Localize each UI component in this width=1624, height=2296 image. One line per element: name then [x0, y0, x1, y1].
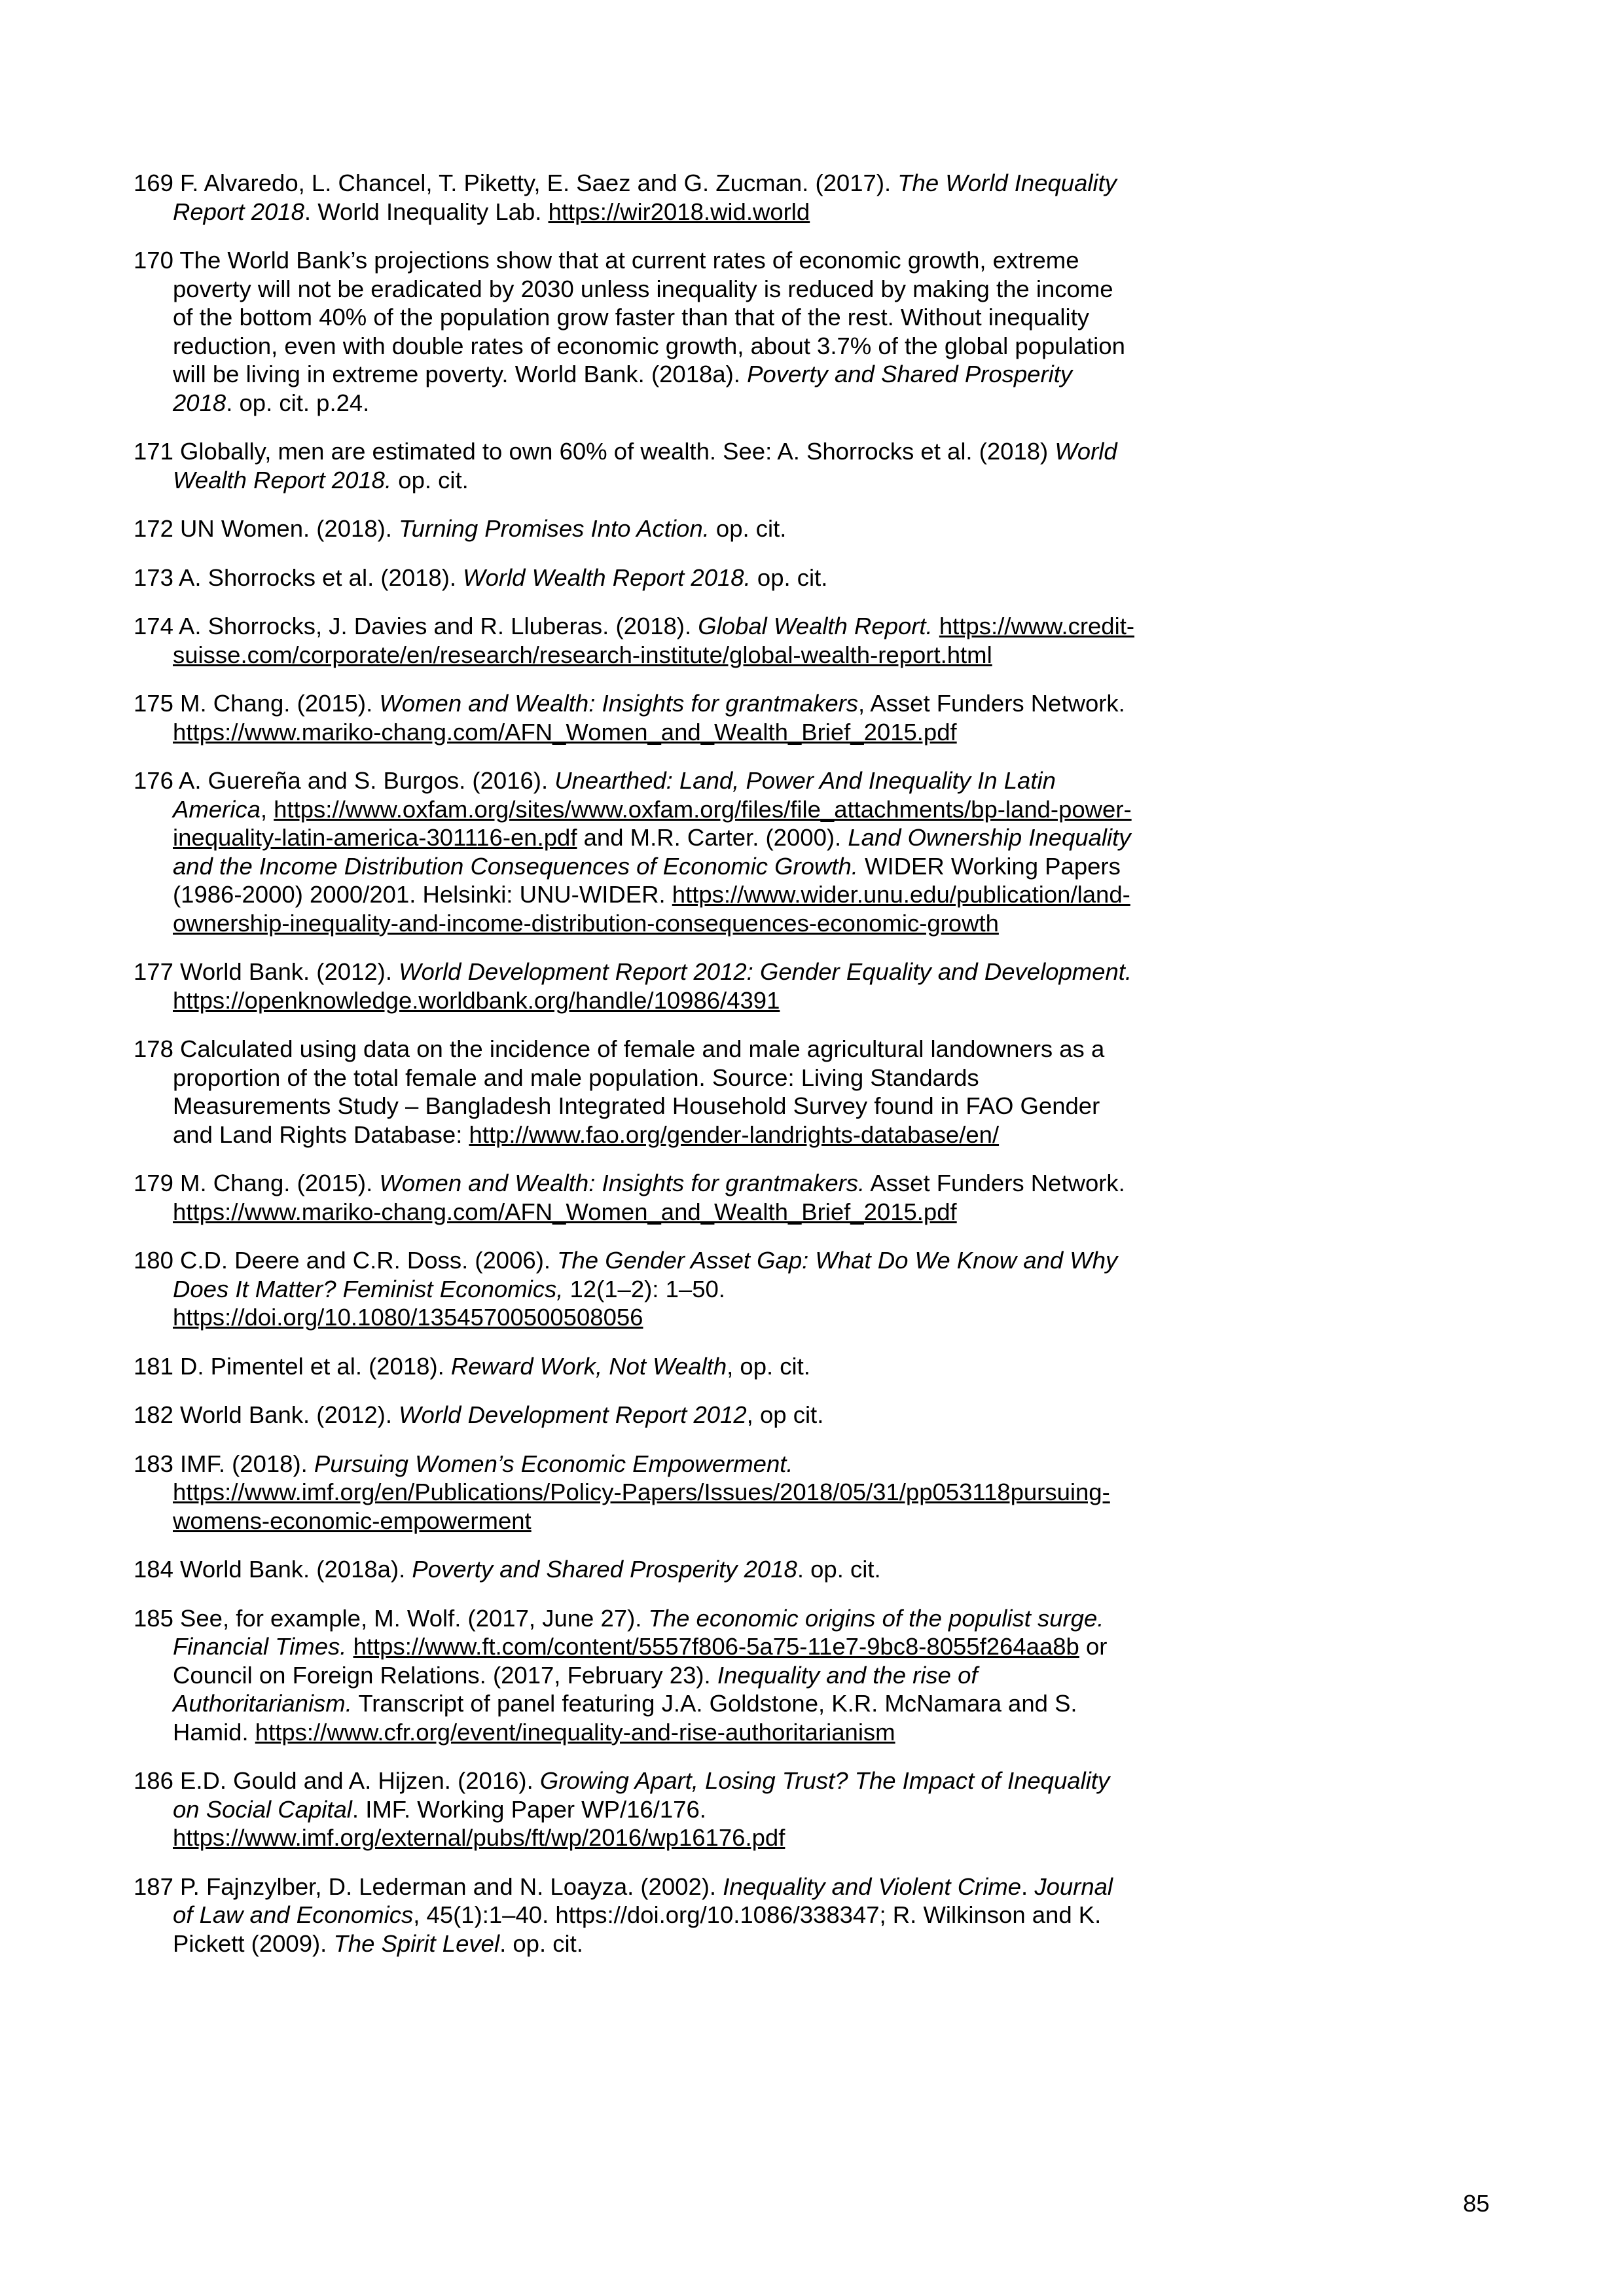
endnote-link[interactable]: https://www.mariko-chang.com/AFN_Women_and_Wealth_Brief_2015.pdf [173, 1198, 957, 1225]
endnote-text: , op cit. [746, 1401, 824, 1428]
endnote-title: World Wealth Report 2018. [463, 564, 751, 591]
endnote-title: The Spirit Level [333, 1929, 500, 1957]
endnote-title: World Wealth Report 2018. [173, 438, 1117, 493]
endnote-text: 12(1–2): 1–50. [563, 1275, 725, 1302]
endnote-text: 176 A. Guereña and S. Burgos. (2016). [134, 767, 555, 794]
endnote-text: op. cit. [391, 466, 469, 493]
endnote-title: Global Wealth Report. [698, 613, 933, 639]
endnote-text: , [260, 795, 274, 823]
endnote-title: Growing Apart, Losing Trust? The Impact of Inequality on Social Capital [173, 1767, 1110, 1823]
endnote-title: Land Ownership Inequality and the Income Distribution Consequences of Economic Growth. [173, 824, 1131, 880]
endnote [134, 1767, 1135, 1852]
endnote-link[interactable]: http://www.fao.org/gender-landrights-database/en/ [469, 1121, 1000, 1148]
endnote-link[interactable]: https://www.ft.com/content/5557f806-5a75-11e7-9bc8-8055f264aa8b [353, 1633, 1079, 1660]
endnote-text: 179 M. Chang. (2015). [134, 1170, 380, 1196]
endnote-text: and M.R. Carter. (2000). [577, 824, 848, 851]
endnote [134, 1401, 1135, 1429]
endnote-title: World Development Report 2012: Gender Equality and Development. [399, 958, 1132, 985]
endnote-text: 183 IMF. (2018). [134, 1450, 314, 1477]
endnote [134, 514, 1135, 543]
endnote-text: 175 M. Chang. (2015). [134, 690, 380, 717]
endnote-link[interactable]: https://www.wider.unu.edu/publication/land-ownership-inequality-and-income-distribution-consequences-economic-growth [173, 881, 1130, 937]
endnote-title: Women and Wealth: Insights for grantmakers. [379, 1170, 865, 1196]
endnote [134, 1555, 1135, 1584]
endnote-text: op. cit. [750, 564, 828, 591]
endnote-text: , Asset Funders Network. [858, 690, 1125, 717]
endnote-text: 169 F. Alvaredo, L. Chancel, T. Piketty, E. Saez and G. Zucman. (2017). [134, 170, 898, 196]
endnote-text: Asset Funders Network. [865, 1170, 1125, 1196]
endnote-link[interactable]: https://www.cfr.org/event/inequality-and-rise-authoritarianism [255, 1718, 895, 1746]
endnote-title: Women and Wealth: Insights for grantmakers [379, 690, 859, 717]
endnote-title: The Gender Asset Gap: What Do We Know and Why Does It Matter? Feminist Economics, [173, 1247, 1118, 1302]
endnote-text: 185 See, for example, M. Wolf. (2017, June 27). [134, 1604, 649, 1632]
endnote-text: 184 World Bank. (2018a). [134, 1556, 412, 1583]
page-number: 85 [1463, 2190, 1490, 2217]
endnote [134, 612, 1135, 669]
endnote [134, 1169, 1135, 1226]
endnote-title: Turning Promises Into Action. [399, 515, 710, 542]
endnote-text: 181 D. Pimentel et al. (2018). [134, 1352, 451, 1380]
endnote [134, 1604, 1135, 1747]
endnote [134, 958, 1135, 1014]
endnote-text: . op. cit. p.24. [226, 389, 370, 416]
endnote-title: The World Inequality Report 2018 [173, 170, 1117, 225]
endnote [134, 1352, 1135, 1381]
endnote [134, 1035, 1135, 1149]
endnote-text: 178 Calculated using data on the incidence of female and male agricultural landowners as a proportion of the total female and male population. Source: Living Standards Measurements Study – Bangladesh Integrated Household Survey found in FAO Gender and Land Rights Database: [134, 1035, 1105, 1148]
endnote-text: Transcript of panel featuring J.A. Goldstone, K.R. McNamara and S. Hamid. [173, 1690, 1077, 1746]
endnote-link[interactable]: https://www.mariko-chang.com/AFN_Women_and_Wealth_Brief_2015.pdf [173, 718, 957, 745]
endnote-title: World Development Report 2012 [399, 1401, 747, 1428]
endnote-text: , op. cit. [727, 1352, 810, 1380]
endnote-text: 177 World Bank. (2012). [134, 958, 399, 985]
endnote-text: 173 A. Shorrocks et al. (2018). [134, 564, 463, 591]
endnote-text: 180 C.D. Deere and C.R. Doss. (2006). [134, 1247, 558, 1274]
endnote-link[interactable]: https://www.imf.org/en/Publications/Policy-Papers/Issues/2018/05/31/pp053118pursuing-womens-economic-empowerment [173, 1479, 1110, 1534]
endnote-link[interactable]: https://www.oxfam.org/sites/www.oxfam.org/files/file_attachments/bp-land-power-inequality-latin-america-301116-en.pdf [173, 795, 1132, 851]
endnote-text: 187 P. Fajnzylber, D. Lederman and N. Loayza. (2002). [134, 1873, 723, 1900]
endnote [134, 169, 1135, 226]
endnote-text: . World Inequality Lab. [304, 198, 549, 225]
endnote-title: Pursuing Women’s Economic Empowerment. [314, 1450, 793, 1477]
endnote-text: 182 World Bank. (2012). [134, 1401, 399, 1428]
endnote [134, 564, 1135, 592]
endnote-text: . IMF. Working Paper WP/16/176. [352, 1795, 706, 1823]
endnote [134, 689, 1135, 746]
endnote-link[interactable]: https://doi.org/10.1080/13545700500508056 [173, 1304, 643, 1331]
endnote-text: op. cit. [709, 515, 787, 542]
endnote-title: Poverty and Shared Prosperity 2018 [412, 1556, 797, 1583]
endnote-title: Reward Work, Not Wealth [450, 1352, 727, 1380]
endnote-link[interactable]: https://openknowledge.worldbank.org/handle/10986/4391 [173, 986, 780, 1014]
endnote [134, 437, 1135, 494]
endnote-title: Journal of Law and Economics [173, 1873, 1113, 1928]
endnote-text: 186 E.D. Gould and A. Hijzen. (2016). [134, 1767, 540, 1794]
endnote-text [346, 1633, 353, 1660]
endnote-text: WIDER Working Papers (1986-2000) 2000/201. Helsinki: UNU-WIDER. [173, 852, 1121, 908]
endnote-link[interactable]: https://wir2018.wid.world [548, 198, 810, 225]
endnote-text: . op. cit. [797, 1556, 881, 1583]
endnote-text: 171 Globally, men are estimated to own 60% of wealth. See: A. Shorrocks et al. (2018) [134, 438, 1055, 465]
endnote-text: 170 The World Bank’s projections show that at current rates of economic growth, extreme poverty will not be eradicated by 2030 unless inequality is reduced by making the income of the bottom 40% of the population grow faster than that of the rest. Without inequality reduction, even with double rates of economic growth, about 3.7% of the global population will be living in extreme poverty. World Bank. (2018a). [134, 247, 1125, 387]
endnote-text: . op. cit. [499, 1929, 583, 1957]
endnote-link[interactable]: https://www.credit-suisse.com/corporate/en/research/research-institute/global-wealth-report.html [173, 613, 1135, 668]
endnote-title: Unearthed: Land, Power And Inequality In Latin America [173, 767, 1056, 823]
endnote [134, 766, 1135, 937]
endnote-title: Inequality and the rise of Authoritarianism. [173, 1661, 978, 1717]
endnote-text: 172 UN Women. (2018). [134, 515, 399, 542]
endnote-title: Inequality and Violent Crime [723, 1873, 1022, 1900]
endnote [134, 1873, 1135, 1958]
endnote-link[interactable]: https://www.imf.org/external/pubs/ft/wp/2016/wp16176.pdf [173, 1824, 785, 1851]
endnote-text: . [1021, 1873, 1035, 1900]
endnote [134, 1246, 1135, 1332]
endnote [134, 1450, 1135, 1535]
endnote [134, 246, 1135, 417]
endnote-title: The economic origins of the populist surge. Financial Times. [173, 1604, 1104, 1660]
endnote-text [933, 613, 939, 639]
endnote-text: , 45(1):1–40. https://doi.org/10.1086/338347; R. Wilkinson and K. Pickett (2009). [173, 1901, 1102, 1957]
endnote-title: Poverty and Shared Prosperity 2018 [173, 361, 1073, 416]
endnotes-list [134, 169, 1135, 1978]
endnote-text: or Council on Foreign Relations. (2017, February 23). [173, 1633, 1108, 1689]
endnote-text: 174 A. Shorrocks, J. Davies and R. Lluberas. (2018). [134, 613, 698, 639]
